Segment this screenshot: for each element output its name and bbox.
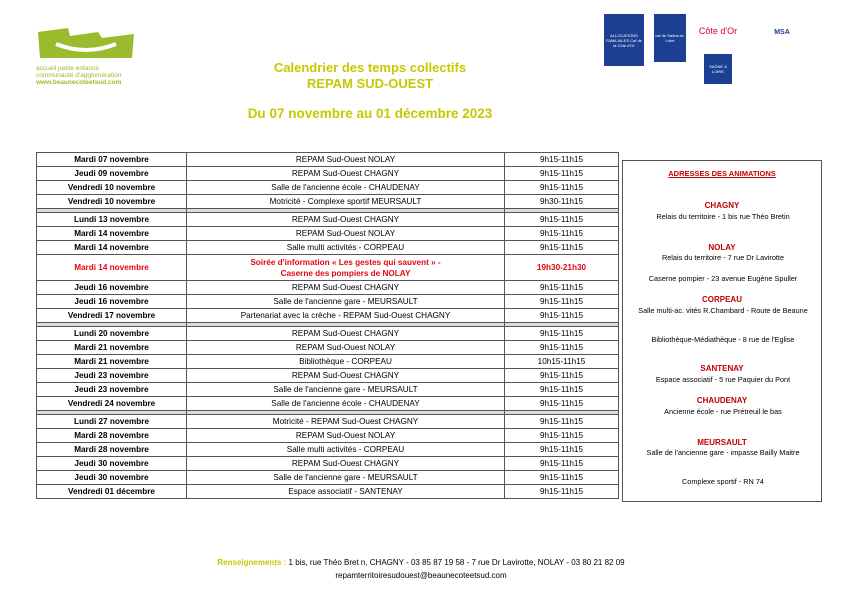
day-cell: Mardi 21 novembre bbox=[37, 355, 187, 369]
town-meursault: MEURSAULT bbox=[697, 438, 747, 447]
time-cell: 9h15-11h15 bbox=[505, 227, 619, 241]
time-cell: 9h15-11h15 bbox=[505, 341, 619, 355]
day-cell: Lundi 13 novembre bbox=[37, 213, 187, 227]
table-row bbox=[37, 471, 619, 485]
place-cell: Salle multi activités - CORPEAU bbox=[187, 443, 505, 457]
table-row-highlight bbox=[37, 255, 619, 281]
time-cell: 9h15-11h15 bbox=[505, 457, 619, 471]
place-cell bbox=[187, 255, 505, 281]
day-cell: Vendredi 10 novembre bbox=[37, 181, 187, 195]
table-row bbox=[37, 295, 619, 309]
day-cell: Mardi 21 novembre bbox=[37, 341, 187, 355]
address-meursault-2: Complexe sportif - RN 74 bbox=[682, 477, 764, 486]
place-cell: Salle de l'ancienne gare - MEURSAULT bbox=[187, 295, 505, 309]
place-cell: Salle de l'ancienne gare - MEURSAULT bbox=[187, 471, 505, 485]
day-cell: Vendredi 10 novembre bbox=[37, 195, 187, 209]
table-row bbox=[37, 369, 619, 383]
day-cell: Jeudi 30 novembre bbox=[37, 471, 187, 485]
table-row bbox=[37, 415, 619, 429]
place-cell: REPAM Sud-Ouest NOLAY bbox=[187, 429, 505, 443]
day-cell: Mardi 28 novembre bbox=[37, 429, 187, 443]
place-cell: Salle de l'ancienne école - CHAUDENAY bbox=[187, 181, 505, 195]
day-cell: Mardi 14 novembre bbox=[37, 255, 187, 281]
table-row bbox=[37, 485, 619, 499]
logo-text-1: accueil petite enfance bbox=[36, 65, 99, 72]
time-cell: 9h15-11h15 bbox=[505, 415, 619, 429]
day-cell: Jeudi 23 novembre bbox=[37, 383, 187, 397]
day-cell: Jeudi 09 novembre bbox=[37, 167, 187, 181]
address-corpeau: Salle multi-ac. vités R.Chambard - Route de Beaune bbox=[638, 306, 808, 315]
day-cell: Mardi 14 novembre bbox=[37, 241, 187, 255]
place-cell: Salle multi activités - CORPEAU bbox=[187, 241, 505, 255]
table-row bbox=[37, 355, 619, 369]
day-cell: Jeudi 16 novembre bbox=[37, 281, 187, 295]
town-chaudenay: CHAUDENAY bbox=[696, 396, 748, 405]
place-cell: REPAM Sud-Ouest CHAGNY bbox=[187, 457, 505, 471]
logo-text-2: communauté d'agglomération bbox=[36, 72, 122, 79]
address-chaudenay: Ancienne école - rue Prétreuil le bas bbox=[664, 407, 782, 416]
table-row bbox=[37, 241, 619, 255]
day-cell: Vendredi 17 novembre bbox=[37, 309, 187, 323]
day-cell: Jeudi 16 novembre bbox=[37, 295, 187, 309]
town-santenay: SANTENAY bbox=[700, 364, 744, 373]
time-cell: 9h15-11h15 bbox=[505, 443, 619, 457]
place-cell: Motricité - Complexe sportif MEURSAULT bbox=[187, 195, 505, 209]
partner-logo-caf-saone-et-loire: caf de Saône-et-Loire bbox=[654, 14, 686, 62]
partner-logos bbox=[604, 14, 814, 94]
town-chagny: CHAGNY bbox=[704, 201, 740, 210]
table-row bbox=[37, 429, 619, 443]
town-corpeau: CORPEAU bbox=[701, 295, 742, 304]
time-cell: 9h15-11h15 bbox=[505, 213, 619, 227]
place-cell: REPAM Sud-Ouest NOLAY bbox=[187, 153, 505, 167]
footer-email[interactable]: repamterritoiresudouest@beaunecoteetsud.com bbox=[335, 571, 507, 580]
time-cell: 9h15-11h15 bbox=[505, 181, 619, 195]
day-cell: Mardi 07 novembre bbox=[37, 153, 187, 167]
day-cell: Lundi 27 novembre bbox=[37, 415, 187, 429]
partner-logo-msa: MSA bbox=[774, 28, 790, 36]
table-row bbox=[37, 309, 619, 323]
footer-contact bbox=[0, 558, 842, 567]
logo-mark bbox=[36, 26, 136, 60]
day-cell: Vendredi 24 novembre bbox=[37, 397, 187, 411]
place-cell: REPAM Sud-Ouest CHAGNY bbox=[187, 281, 505, 295]
time-cell: 19h30-21h30 bbox=[505, 255, 619, 281]
partner-logo-saone-et-loire: SAÔNE & LOIRE bbox=[704, 54, 732, 84]
table-row bbox=[37, 153, 619, 167]
address-chagny: Relais du territoire - 1 bis rue Théo Bretin bbox=[656, 212, 790, 221]
town-nolay: NOLAY bbox=[708, 243, 736, 252]
place-cell: REPAM Sud-Ouest CHAGNY bbox=[187, 369, 505, 383]
table-row bbox=[37, 341, 619, 355]
page-subtitle: REPAM SUD-OUEST bbox=[306, 76, 434, 91]
day-cell: Lundi 20 novembre bbox=[37, 327, 187, 341]
table-row bbox=[37, 397, 619, 411]
day-cell: Jeudi 23 novembre bbox=[37, 369, 187, 383]
table-row bbox=[37, 327, 619, 341]
time-cell: 10h15-11h15 bbox=[505, 355, 619, 369]
brand-logo bbox=[36, 26, 136, 92]
place-line-2: Caserne des pompiers de NOLAY bbox=[280, 268, 411, 278]
address-corpeau-2: Bibliothèque-Médiathèque - 8 rue de l'Eglise bbox=[651, 335, 795, 344]
partner-logo-cote-dor: Côte d'Or bbox=[698, 26, 738, 36]
page-title: Calendrier des temps collectifs bbox=[273, 60, 467, 75]
time-cell: 9h15-11h15 bbox=[505, 241, 619, 255]
address-nolay-2: Caserne pompier - 23 avenue Eugène Spuller bbox=[648, 274, 798, 283]
table-row bbox=[37, 227, 619, 241]
time-cell: 9h15-11h15 bbox=[505, 429, 619, 443]
date-range: Du 07 novembre au 01 décembre 2023 bbox=[247, 106, 493, 121]
time-cell: 9h30-11h15 bbox=[505, 195, 619, 209]
table-row bbox=[37, 443, 619, 457]
place-cell: REPAM Sud-Ouest CHAGNY bbox=[187, 213, 505, 227]
time-cell: 9h15-11h15 bbox=[505, 397, 619, 411]
place-cell: Salle de l'ancienne école - CHAUDENAY bbox=[187, 397, 505, 411]
footer-label: Renseignements : bbox=[217, 558, 287, 567]
place-cell: Espace associatif - SANTENAY bbox=[187, 485, 505, 499]
day-cell: Mardi 28 novembre bbox=[37, 443, 187, 457]
day-cell: Mardi 14 novembre bbox=[37, 227, 187, 241]
place-cell: Salle de l'ancienne gare - MEURSAULT bbox=[187, 383, 505, 397]
logo-url: www.beaunecoteetsud.com bbox=[36, 79, 122, 86]
table-row bbox=[37, 195, 619, 209]
day-cell: Vendredi 01 décembre bbox=[37, 485, 187, 499]
time-cell: 9h15-11h15 bbox=[505, 383, 619, 397]
table-row bbox=[37, 213, 619, 227]
time-cell: 9h15-11h15 bbox=[505, 327, 619, 341]
place-cell: Motricité - REPAM Sud-Ouest CHAGNY bbox=[187, 415, 505, 429]
place-cell: Partenariat avec la crèche - REPAM Sud-Ouest CHAGNY bbox=[187, 309, 505, 323]
table-row bbox=[37, 383, 619, 397]
time-cell: 9h15-11h15 bbox=[505, 485, 619, 499]
place-cell: REPAM Sud-Ouest NOLAY bbox=[187, 341, 505, 355]
place-cell: REPAM Sud-Ouest CHAGNY bbox=[187, 327, 505, 341]
place-cell: REPAM Sud-Ouest CHAGNY bbox=[187, 167, 505, 181]
place-cell: Bibliothèque - CORPEAU bbox=[187, 355, 505, 369]
addresses-panel bbox=[622, 160, 822, 502]
partner-logo-caf-cote-dor: ALLOCATIONS FAMILIALES Caf de la Côte-d'Or bbox=[604, 14, 644, 66]
table-row bbox=[37, 457, 619, 471]
day-cell: Jeudi 30 novembre bbox=[37, 457, 187, 471]
time-cell: 9h15-11h15 bbox=[505, 281, 619, 295]
address-santenay: Espace associatif - 5 rue Paquier du Pont bbox=[655, 375, 791, 384]
time-cell: 9h15-11h15 bbox=[505, 309, 619, 323]
addresses-heading: ADRESSES DES ANIMATIONS bbox=[668, 169, 776, 178]
place-line-1: Soirée d'information « Les gestes qui sauvent » - bbox=[250, 257, 441, 267]
time-cell: 9h15-11h15 bbox=[505, 471, 619, 485]
time-cell: 9h15-11h15 bbox=[505, 369, 619, 383]
place-cell: REPAM Sud-Ouest NOLAY bbox=[187, 227, 505, 241]
time-cell: 9h15-11h15 bbox=[505, 295, 619, 309]
address-nolay: Relais du territoire - 7 rue Dr Lavirotte bbox=[661, 253, 785, 262]
table-row bbox=[37, 181, 619, 195]
time-cell: 9h15-11h15 bbox=[505, 167, 619, 181]
address-meursault: Salle de l'ancienne gare - impasse Bailly Maitre bbox=[646, 448, 800, 457]
schedule-table bbox=[36, 152, 619, 499]
footer-contact-text: 1 bis, rue Théo Bret n, CHAGNY - 03 85 87 19 58 - 7 rue Dr Lavirotte, NOLAY - 03 80 21 82 09 bbox=[288, 558, 625, 567]
table-row bbox=[37, 281, 619, 295]
table-row bbox=[37, 167, 619, 181]
time-cell: 9h15-11h15 bbox=[505, 153, 619, 167]
